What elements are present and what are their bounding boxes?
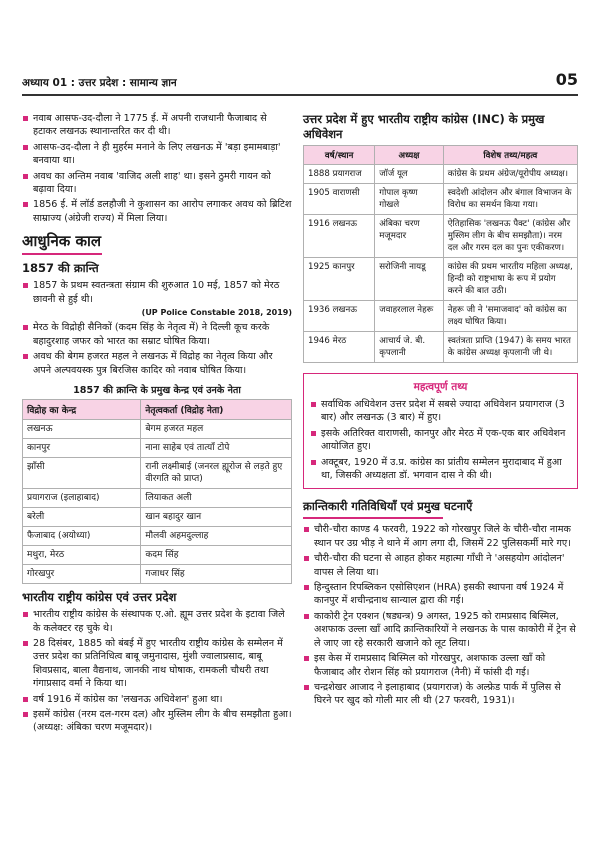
list-item: मेरठ के विद्रोही सैनिकों (कदम सिंह के नेतृत्व में) ने दिल्ली कूच करके बहादुरशाह जफर को भारत का सम्राट घोषित किया। bbox=[22, 321, 292, 348]
column-header: विशेष तथ्य/महत्व bbox=[443, 146, 577, 165]
table-row bbox=[304, 258, 578, 301]
page-header bbox=[22, 66, 578, 96]
list-item: आसफ-उद-दौला ने ही मुहर्रम मनाने के लिए लखनऊ में 'बड़ा इमामबाड़ा' बनवाया था। bbox=[22, 141, 292, 168]
table-header-row bbox=[304, 146, 578, 165]
list-item: 28 दिसंबर, 1885 को बंबई में हुए भारतीय राष्ट्रीय कांग्रेस के सम्मेलन में उत्तर प्रदेश का प्रतिनिधित्व बाबू जमुनादास, मुंशी ज्वालाप्रसाद, बाबू शिवप्रसाद, बाला वैद्यनाथ, जानकी नाथ घोषाक, रामकली चौधरी तथा गंगाप्रसाद वर्मा ने किया था। bbox=[22, 637, 292, 691]
list-item: चन्द्रशेखर आजाद ने इलाहाबाद (प्रयागराज) के अल्फ्रेड पार्क में पुलिस से घिरने पर खुद को गोली मार ली थी (27 फरवरी, 1931)। bbox=[303, 681, 578, 708]
facts-title: महत्वपूर्ण तथ्य bbox=[413, 381, 468, 393]
cell: 1946 मेरठ bbox=[304, 332, 375, 363]
inc-sessions-table bbox=[303, 145, 578, 363]
list-item-text: 1857 के प्रथम स्वतन्त्रता संग्राम की शुरुआत 10 मई, 1857 को मेरठ छावनी से हुई थी। bbox=[33, 280, 280, 305]
cell: कदम सिंह bbox=[141, 546, 292, 565]
cell: कांग्रेस की प्रथम भारतीय महिला अध्यक्ष, हिन्दी को राष्ट्रभाषा के रूप में प्रयोग करने की बात उठी। bbox=[443, 258, 577, 301]
table-row bbox=[23, 508, 292, 527]
table-header-row bbox=[23, 400, 292, 420]
column-header: नेतृत्वकर्ता (विद्रोह नेता) bbox=[141, 400, 292, 420]
cell: नाना साहेब एवं तात्याँ टोपे bbox=[141, 439, 292, 458]
list-item: इसके अतिरिक्त वाराणसी, कानपुर और मेरठ में एक-एक बार अधिवेशन आयोजित हुए। bbox=[310, 427, 571, 454]
left-column bbox=[22, 112, 292, 737]
list-item: चौरी-चौरा की घटना से आहत होकर महात्मा गाँधी ने 'असहयोग आंदोलन' वापस ले लिया था। bbox=[303, 552, 578, 579]
centres-caption: 1857 की क्रान्ति के प्रमुख केन्द्र एवं उनके नेता bbox=[73, 385, 241, 397]
cell: फैजाबाद (अयोध्या) bbox=[23, 527, 141, 546]
congress-title: भारतीय राष्ट्रीय कांग्रेस एवं उत्तर प्रदेश bbox=[22, 590, 177, 605]
table-row bbox=[304, 165, 578, 184]
title-underline bbox=[303, 517, 443, 519]
list-item: चौरी-चौरा काण्ड 4 फरवरी, 1922 को गोरखपुर जिले के चौरी-चौरा नामक स्थान पर उग्र भीड़ ने थाने में आग लगा दी, जिसमें 22 पुलिसकर्मी मारे गए। bbox=[303, 523, 578, 550]
table-row bbox=[23, 546, 292, 565]
congress-list bbox=[22, 608, 292, 735]
cell: 1905 वाराणसी bbox=[304, 184, 375, 215]
right-column bbox=[303, 112, 578, 710]
cell: जवाहरलाल नेहरू bbox=[375, 301, 444, 332]
cell: 1888 प्रयागराज bbox=[304, 165, 375, 184]
table-row bbox=[304, 184, 578, 215]
list-item: अवध का अन्तिम नवाब 'वाजिद अली शाह' था। इसने ठुमरी गायन को बढ़ावा दिया। bbox=[22, 170, 292, 197]
list-item: इसमें कांग्रेस (नरम दल-गरम दल) और मुस्लिम लीग के बीच समझौता हुआ। (अध्यक्ष: अंबिका चरण मजूमदार)। bbox=[22, 708, 292, 735]
header-rule bbox=[22, 94, 578, 96]
list-item: काकोरी ट्रेन एक्शन (षड्यन्त्र) 9 अगस्त, 1925 को रामप्रसाद बिस्मिल, अशफाक उल्ला खाँ आदि क्रान्तिकारियों ने लखनऊ के पास काकोरी में ट्रेन से ले जाए जा रहे सरकारी खजाने को लूट लिया। bbox=[303, 610, 578, 650]
revolt-title: 1857 की क्रान्ति bbox=[22, 261, 99, 276]
cell: खान बहादुर खान bbox=[141, 508, 292, 527]
list-item: 1856 ई. में लॉर्ड डलहौजी ने कुशासन का आरोप लगाकर अवध को ब्रिटिश साम्राज्य (अंग्रेजी राज्य) में मिला लिया। bbox=[22, 198, 292, 225]
exam-source: (UP Police Constable 2018, 2019) bbox=[141, 308, 292, 318]
cell: स्वतंत्रता प्राप्ति (1947) के समय भारत के कांग्रेस अध्यक्ष कृपलानी जी थे। bbox=[443, 332, 577, 363]
list-item: हिन्दुस्तान रिपब्लिकन एसोसिएशन (HRA) इसकी स्थापना वर्ष 1924 में कानपुर में शचीन्द्रनाथ सान्याल द्वारा की गई। bbox=[303, 581, 578, 608]
list-item: वर्ष 1916 में कांग्रेस का 'लखनऊ अधिवेशन' हुआ था। bbox=[22, 693, 292, 706]
facts-list bbox=[310, 398, 571, 482]
cell: झाँसी bbox=[23, 458, 141, 489]
table-row bbox=[23, 458, 292, 489]
chapter-title: अध्याय 01 : उत्तर प्रदेश : सामान्य ज्ञान bbox=[22, 77, 177, 89]
cell: गजाधर सिंह bbox=[141, 565, 292, 584]
table-row bbox=[304, 332, 578, 363]
cell: प्रयागराज (इलाहाबाद) bbox=[23, 489, 141, 508]
column-header: वर्ष/स्थान bbox=[304, 146, 375, 165]
list-item: भारतीय राष्ट्रीय कांग्रेस के संस्थापक ए.ओ. ह्यूम उत्तर प्रदेश के इटावा जिले के कलेक्टर रह चुके थे। bbox=[22, 608, 292, 635]
cell: कानपुर bbox=[23, 439, 141, 458]
revolt-list bbox=[22, 279, 292, 377]
table-row bbox=[23, 489, 292, 508]
cell: मथुरा, मेरठ bbox=[23, 546, 141, 565]
list-item: नवाब आसफ-उद-दौला ने 1775 ई. में अपनी राजधानी फैजाबाद से हटाकर लखनऊ स्थानान्तरित कर दी थी। bbox=[22, 112, 292, 139]
column-header: अध्यक्ष bbox=[375, 146, 444, 165]
revolutionary-list bbox=[303, 523, 578, 707]
centres-table bbox=[22, 399, 292, 584]
cell: बरेली bbox=[23, 508, 141, 527]
revolutionary-title: क्रान्तिकारी गतिविधियाँ एवं प्रमुख घटनाएँ bbox=[303, 499, 473, 514]
cell: गोपाल कृष्ण गोखले bbox=[375, 184, 444, 215]
cell: स्वदेशी आंदोलन और बंगाल विभाजन के विरोध का समर्थन किया गया। bbox=[443, 184, 577, 215]
inc-title: उत्तर प्रदेश में हुए भारतीय राष्ट्रीय कांग्रेस (INC) के प्रमुख अधिवेशन bbox=[303, 112, 545, 141]
table-row bbox=[23, 439, 292, 458]
column-header: विद्रोह का केन्द्र bbox=[23, 400, 141, 420]
cell: ऐतिहासिक 'लखनऊ पैक्ट' (कांग्रेस और मुस्लिम लीग के बीच समझौता)। नरम दल और गरम दल का पुनः एकीकरण। bbox=[443, 215, 577, 258]
intro-list bbox=[22, 112, 292, 225]
title-underline bbox=[22, 253, 102, 255]
cell: लखनऊ bbox=[23, 420, 141, 439]
cell: 1936 लखनऊ bbox=[304, 301, 375, 332]
cell: आचार्य जे. बी. कृपलानी bbox=[375, 332, 444, 363]
list-item bbox=[22, 279, 292, 319]
cell: गोरखपुर bbox=[23, 565, 141, 584]
list-item: अक्टूबर, 1920 में उ.प्र. कांग्रेस का प्रांतीय सम्मेलन मुरादाबाद में हुआ था, जिसकी अध्यक्षता डॉ. भगवान दास ने की थी। bbox=[310, 456, 571, 483]
table-row bbox=[304, 301, 578, 332]
table-row bbox=[23, 527, 292, 546]
cell: लियाकत अली bbox=[141, 489, 292, 508]
cell: 1916 लखनऊ bbox=[304, 215, 375, 258]
important-facts-box bbox=[303, 373, 578, 489]
cell: अंबिका चरण मजूमदार bbox=[375, 215, 444, 258]
cell: नेहरू जी ने 'समाजवाद' को कांग्रेस का लक्ष्य घोषित किया। bbox=[443, 301, 577, 332]
table-row bbox=[304, 215, 578, 258]
cell: जॉर्ज यूल bbox=[375, 165, 444, 184]
cell: मौलवी अहमदुल्लाह bbox=[141, 527, 292, 546]
cell: सरोजिनी नायडू bbox=[375, 258, 444, 301]
table-row bbox=[23, 420, 292, 439]
list-item: इस केस में रामप्रसाद बिस्मिल को गोरखपुर, अशफाक उल्ला खाँ को फैजाबाद और रोशन सिंह को प्रयागराज (नैनी) में फांसी दी गई। bbox=[303, 652, 578, 679]
cell: कांग्रेस के प्रथम अंग्रेज/यूरोपीय अध्यक्ष। bbox=[443, 165, 577, 184]
list-item: अवध की बेगम हजरत महल ने लखनऊ में विद्रोह का नेतृत्व किया और अपने अल्पवयस्क पुत्र बिरजिस कादिर को नवाब घोषित किया। bbox=[22, 350, 292, 377]
cell: 1925 कानपुर bbox=[304, 258, 375, 301]
cell: रानी लक्ष्मीबाई (जनरल ह्यूरोज से लड़ते हुए वीरगति को प्राप्त) bbox=[141, 458, 292, 489]
list-item: सर्वाधिक अधिवेशन उत्तर प्रदेश में सबसे ज्यादा अधिवेशन प्रयागराज (3 बार) और लखनऊ (3 बार) में हुए। bbox=[310, 398, 571, 425]
modern-title: आधुनिक काल bbox=[22, 232, 102, 251]
cell: बेगम हजरत महल bbox=[141, 420, 292, 439]
page-number: 05 bbox=[555, 70, 578, 89]
table-row bbox=[23, 565, 292, 584]
